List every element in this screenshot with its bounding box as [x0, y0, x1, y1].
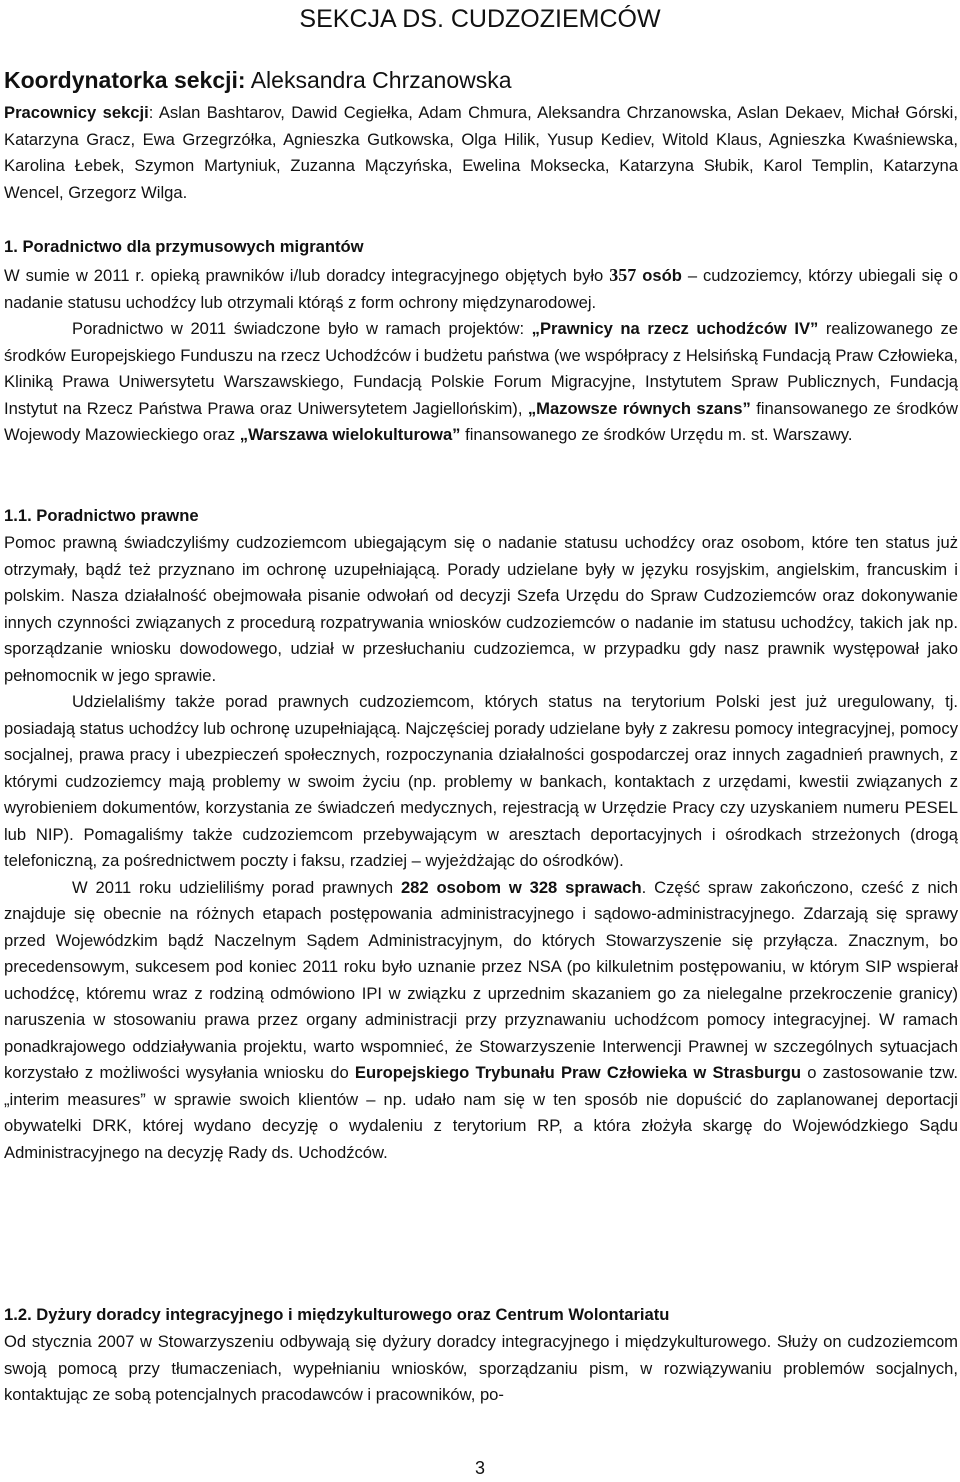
- section-1-body: [4, 262, 958, 449]
- section-1-1-heading: 1.1. Poradnictwo prawne: [4, 506, 199, 525]
- text-run: . Część spraw zakończono, cześć z nich znajduje się obecnie na różnych etapach postępowania administracyjnego i sądowo-administracyjnego. Zdarzają się sprawy przed Wojewódzkim bądź Naczelnym Sądem Administracyjnym, do których Stowarzyszenie się przyłącza. Znacznym, bo precedensowym, sukcesem pod koniec 2011 roku było uznanie przez NSA (po kilkuletnim postępowaniu, w którym SIP wspierał uchodźcę, któremu wraz z rodziną odmówiono IPI w związku z uprzednim skazaniem go za nielegalne przekroczenie granicy) naruszenia w stosowaniu prawa przez organy administracji przy przyznawaniu uchodźcom pomocy integracyjnej. W ramach ponadkrajowego oddziaływania projektu, warto wspomnieć, że Stowarzyszenie Interwencji Prawnej w szczególnych sytuacjach korzystało z możliwości wysyłania wniosku do: [4, 877, 958, 1082]
- text-run: realizowanego ze środków Europejskiego Funduszu na rzecz Uchodźców i budżetu państwa (we współpracy z Helsińską Fundacją Praw Człowieka, Kliniką Prawa Uniwersytetu Warszawskiego, Fundacją Polskie Forum Migracyjne, Instytutem Spraw Publicznych, Fundacją Instytut na Rzecz Państwa Prawa oraz Uniwersytetem Jagiellońskim),: [4, 319, 958, 418]
- project-name-2: „Mazowsze równych szans”: [527, 398, 751, 418]
- text-run: Poradnictwo w 2011 świadczone było w ramach projektów:: [72, 319, 532, 338]
- text-run: W 2011 roku udzieliliśmy porad prawnych: [72, 877, 401, 897]
- coordinator-line: [4, 66, 512, 94]
- text-run: o zastosowanie tzw. „interim measures” w sprawie swoich klientów – np. udało nam się w ten sposób nie dopuścić do zaplanowanej deportacji obywatelki DRK, której wydano decyzję o wydaleniu z terytorium RP, a która złożyła skargę do Wojewódzkiego Sądu Administracyjnego na decyzję Rady ds. Uchodźców.: [4, 1063, 958, 1162]
- section-1-2-paragraph-1: Od stycznia 2007 w Stowarzyszeniu odbywają się dyżury doradcy integracyjnego i międzykulturowego. Służy on cudzoziemcom swoją pomocą przy tłumaczeniach, wypełnianiu wniosków, sporządzaniu pism, w rozwiązywaniu problemów socjalnych, kontaktując ze sobą potencjalnych pracodawców i pracowników, po-: [4, 1332, 958, 1404]
- text-run: W sumie w 2011 r. opieką prawników i/lub doradcy integracyjnego objętych było: [4, 266, 610, 285]
- text-run: finansowanego ze środków Wojewody Mazowieckiego oraz: [4, 398, 959, 444]
- section-1-2-body: [4, 1329, 958, 1409]
- section-1-paragraph-2: [4, 316, 958, 449]
- migrant-count: 357: [609, 265, 637, 285]
- text-run: finansowanego ze środków Urzędu m. st. Warszawy.: [460, 425, 853, 444]
- staff-paragraph: [4, 100, 958, 206]
- section-1-1-paragraph-3: [4, 875, 958, 1167]
- staff-label: Pracownicy sekcji: [4, 103, 149, 122]
- section-1-1-paragraph-2: Udzielaliśmy także porad prawnych cudzoziemcom, których status na terytorium Polski jest już uregulowany, tj. posiadają status uchodźcy lub ochronę uzupełniającą. Najczęściej porady udzielane były z zakresu pomocy integracyjnej, pomocy socjalnej, prawa pracy i ubezpieczeń społecznych, rozpoczynania działalności gospodarczej oraz innych zagadnień prawnych, z którymi cudzoziemcy mają problemy w swoim życiu (np. problemy w bankach, kontaktach z urzędami, kwestii związanych z wyrobieniem dokumentów, korzystania ze świadczeń medycznych, rejestracją w Urzędzie Pracy czy uzyskaniem numeru PESEL lub NIP). Pomagaliśmy także cudzoziemcom przebywającym w aresztach deportacyjnych i ośrodkach strzeżonych (drogą telefoniczną, za pośrednictwem poczty i faksu, rzadziej – wyjeżdżając do ośrodków).: [4, 692, 958, 870]
- coordinator-label: Koordynatorka sekcji:: [4, 67, 246, 93]
- coordinator-name: Aleksandra Chrzanowska: [250, 67, 512, 93]
- section-1-heading: 1. Poradnictwo dla przymusowych migrantów: [4, 237, 364, 256]
- echr-name: Europejskiego Trybunału Praw Człowieka w Strasburgu: [354, 1063, 801, 1082]
- migrant-count-label: osób: [636, 266, 682, 285]
- section-1-1-body: [4, 530, 958, 1166]
- project-name-3: „Warszawa wielokulturowa”: [239, 425, 461, 444]
- project-name-1: „Prawnicy na rzecz uchodźców IV”: [531, 319, 819, 338]
- page-title: SEKCJA DS. CUDZOZIEMCÓW: [299, 5, 661, 33]
- text-run: – cudzoziemcy, którzy ubiegali się o nadanie statusu uchodźcy lub otrzymali którąś z form ochrony międzynarodowej.: [4, 266, 959, 312]
- staff-list: : Aslan Bashtarov, Dawid Cegiełka, Adam Chmura, Aleksandra Chrzanowska, Aslan Dekaev, Michał Górski, Katarzyna Gracz, Ewa Grzegrzółka, Agnieszka Gutkowska, Olga Hilik, Yusup Kediev, Witold Klaus, Agnieszka Kwaśniewska, Karolina Łebek, Szymon Martyniuk, Zuzanna Mączyńska, Ewelina Moksecka, Katarzyna Słubik, Karol Templin, Katarzyna Wencel, Grzegorz Wilga.: [4, 103, 958, 202]
- section-1-paragraph-1: [4, 262, 958, 316]
- page-number: 3: [474, 1458, 485, 1478]
- section-1-2-heading: 1.2. Dyżury doradcy integracyjnego i międzykulturowego oraz Centrum Wolontariatu: [4, 1305, 670, 1324]
- advice-count: 282 osobom w 328 sprawach: [400, 877, 642, 897]
- section-1-1-paragraph-1: Pomoc prawną świadczyliśmy cudzoziemcom ubiegającym się o nadanie statusu uchodźcy oraz osobom, które ten status już otrzymały, bądź też przyznano im ochronę uzupełniającą. Porady udzielane były w języku rosyjskim, angielskim, francuskim i polskim. Nasza działalność obejmowała pisanie odwołań od decyzji Szefa Urzędu do Spraw Cudzoziemców oraz dokonywanie innych czynności związanych z procedurą rozpatrywania wniosków cudzoziemców o nadanie im statusu uchodźcy, takich jak np. sporządzanie wniosku dowodowego, udział w przesłuchaniu cudzoziemca, w przypadku gdy nasz prawnik występował jako pełnomocnik w jego sprawie.: [4, 533, 958, 685]
